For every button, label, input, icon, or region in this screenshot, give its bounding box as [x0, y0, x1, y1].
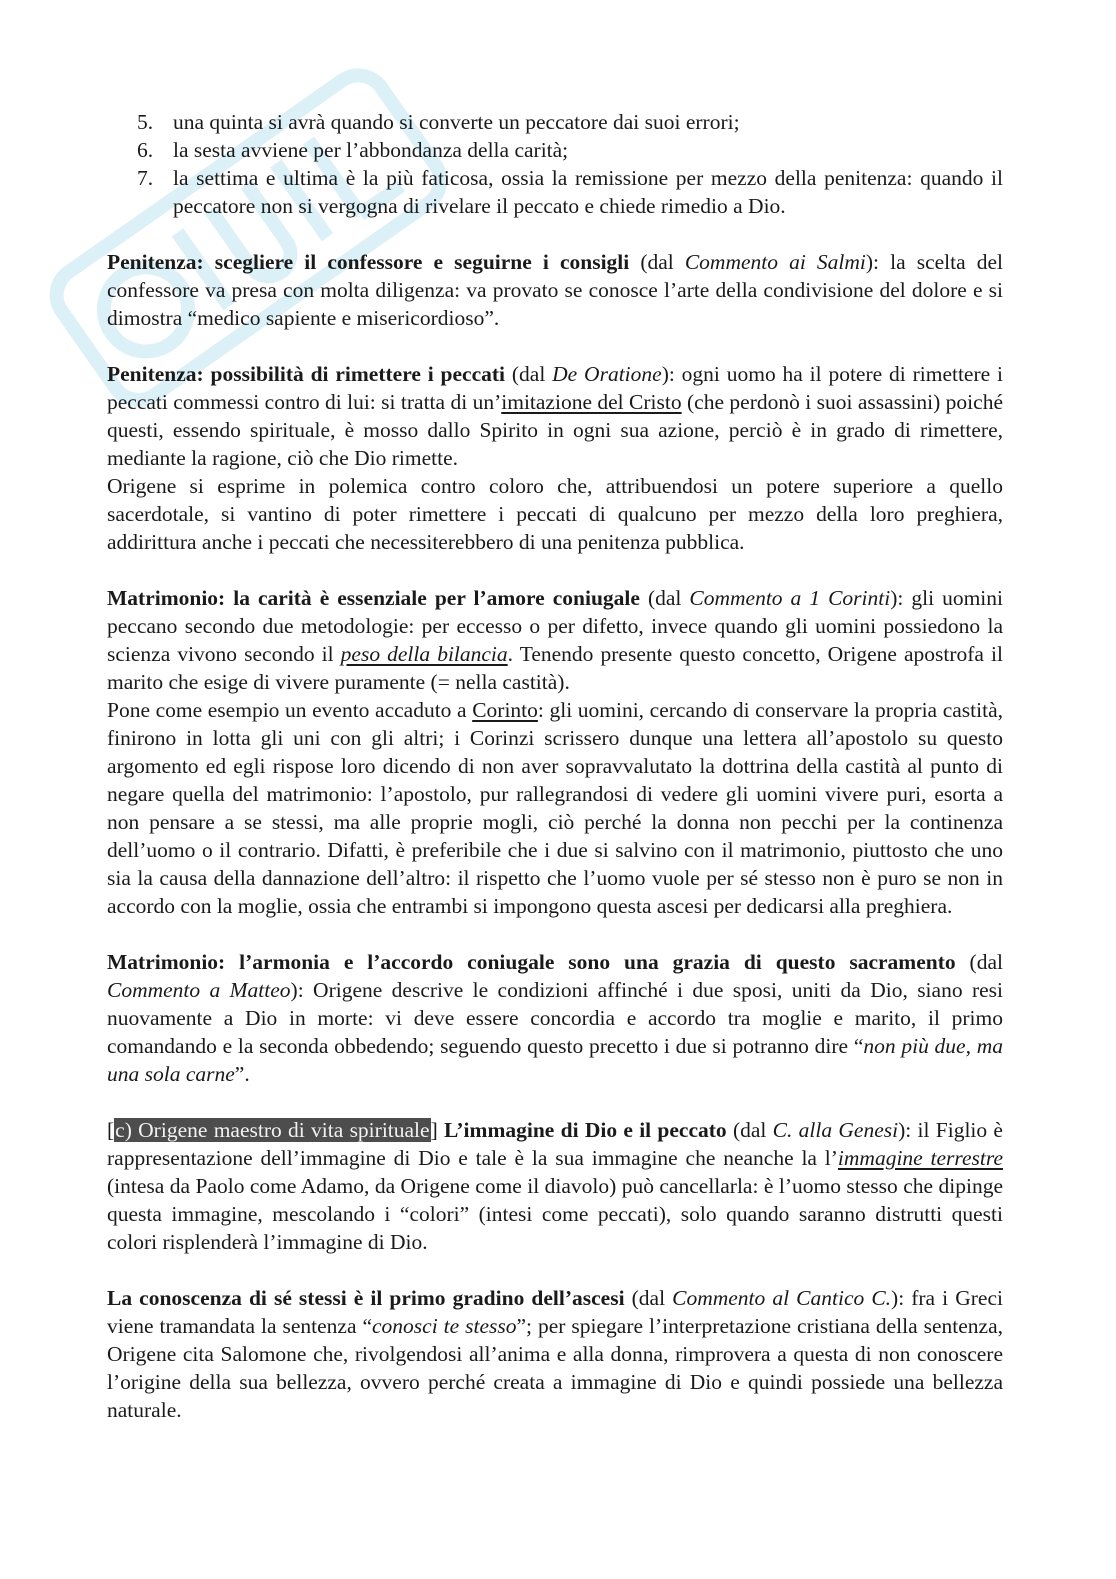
section-penitenza-confessore: Penitenza: scegliere il confessore e seguirne i consigli (dal Commento ai Salmi): la scelta del confessore va presa con molta diligenza: va provato se conosce l’arte della condivisione del dolore e si dimostra “medico sapiente e misericordioso”.	[107, 250, 1003, 330]
section-conoscenza-di-se: La conoscenza di sé stessi è il primo gradino dell’ascesi (dal Commento al Cantico C.): fra i Greci viene tramandata la sentenza “conosci te stesso”; per spiegare l’interpretazione cristiana della sentenza, Origene cita Salomone che, rivolgendosi all’anima e alla donna, rimprovera a questa di non conoscere l’origine della sua bellezza, ovvero perché creata a immagine di Dio e quindi possiede una bellezza naturale.	[107, 1286, 1003, 1422]
underlined-term: immagine terrestre	[837, 1146, 1003, 1170]
numbered-list	[107, 108, 1003, 220]
section-penitenza-rimettere: Penitenza: possibilità di rimettere i peccati (dal De Oratione): ogni uomo ha il potere di rimettere i peccati commessi contro di lui: si tratta di un’imitazione del Cristo (che perdonò i suoi assassini) poiché questi, essendo spirituale, è mosso dallo Spirito in ogni sua azione, perciò è in grado di rimettere, mediante la ragione, ciò che Dio rimette.	[107, 362, 1003, 470]
underlined-term: imitazione del Cristo	[501, 390, 682, 414]
underlined-term: peso della bilancia	[340, 642, 508, 666]
source-title: C. alla Genesi	[772, 1118, 899, 1142]
quote: conosci te stesso	[372, 1314, 517, 1338]
paragraph: Pone come esempio un evento accaduto a Corinto: gli uomini, cercando di conservare la propria castità, finirono in lotta gli uni con gli altri; i Corinzi scrissero dunque una lettera all’apostolo su questo argomento ed egli rispose loro dicendo di non aver sopravvalutato la dottrina della castità al punto di negare quella del matrimonio: l’apostolo, pur rallegrandosi di vedere gli uomini vivere puri, esorta a non pensare a se stessi, ma alle proprie mogli, ciò perché la donna non pecchi per la continenza dell’uomo o il contrario. Difatti, è preferibile che i due si salvino con il matrimonio, piuttosto che uno sia la causa della dannazione dell’altro: il rispetto che l’uomo vuole per sé stesso non è puro se non in accordo con la moglie, ossia che entrambi si impongono questa ascesi per dedicarsi alla preghiera.	[107, 698, 1003, 918]
source-title: Commento ai Salmi	[684, 250, 866, 274]
section-title: La conoscenza di sé stessi è il primo gradino dell’ascesi	[107, 1286, 625, 1310]
quote: non più due, ma una sola carne	[107, 1034, 1003, 1086]
source-title: Commento a Matteo	[107, 978, 291, 1002]
list-item: 6. la sesta avviene per l’abbondanza della carità;	[137, 138, 569, 162]
source-title: De Oratione	[552, 362, 662, 386]
list-item: 5. una quinta si avrà quando si converte un peccatore dai suoi errori;	[137, 110, 740, 134]
paragraph: Origene si esprime in polemica contro coloro che, attribuendosi un potere superiore a quello sacerdotale, si vantino di poter rimettere i peccati di qualcuno per mezzo della loro preghiera, addirittura anche i peccati che necessiterebbero di una penitenza pubblica.	[107, 474, 1003, 554]
section-title: Penitenza: scegliere il confessore e seguirne i consigli	[107, 250, 630, 274]
source-title: Commento al Cantico C.	[672, 1286, 892, 1310]
section-matrimonio-armonia: Matrimonio: l’armonia e l’accordo coniugale sono una grazia di questo sacramento (dal Commento a Matteo): Origene descrive le condizioni affinché i due sposi, uniti da Dio, siano resi nuovamente a Dio in morte: vi deve essere concordia e accordo tra moglie e marito, il primo comandando e la seconda obbedendo; seguendo questo precetto i due si potranno dire “non più due, ma una sola carne”.	[107, 950, 1003, 1086]
section-title: Matrimonio: la carità è essenziale per l’amore coniugale	[107, 586, 640, 610]
section-immagine-di-dio: [c) Origene maestro di vita spirituale] L’immagine di Dio e il peccato (dal C. alla Genesi): il Figlio è rappresentazione dell’immagine di Dio e tale è la sua immagine che neanche la l’immagine terrestre (intesa da Paolo come Adamo, da Origene come il diavolo) può cancellarla: è l’uomo stesso che dipinge questa immagine, mescolando i “colori” (intesi come peccati), solo quando saranno distrutti questi colori risplenderà l’immagine di Dio.	[107, 1118, 1003, 1254]
document-page	[107, 108, 1003, 1424]
section-title: L’immagine di Dio e il peccato	[437, 1118, 727, 1142]
section-title: Penitenza: possibilità di rimettere i peccati	[107, 362, 506, 386]
highlighted-chapter-label: c) Origene maestro di vita spirituale	[115, 1118, 430, 1142]
section-title: Matrimonio: l’armonia e l’accordo coniugale sono una grazia di questo sacramento	[107, 950, 956, 974]
list-item: 7. la settima e ultima è la più faticosa, ossia la remissione per mezzo della penitenza: quando il peccatore non si vergogna di rivelare il peccato e chiede rimedio a Dio.	[137, 166, 1003, 218]
source-title: Commento a 1 Corinti	[689, 586, 891, 610]
underlined-term: Corinto	[472, 698, 538, 722]
section-matrimonio-carita: Matrimonio: la carità è essenziale per l’amore coniugale (dal Commento a 1 Corinti): gli uomini peccano secondo due metodologie: per eccesso o per difetto, invece quando gli uomini possiedono la scienza vivono secondo il peso della bilancia. Tenendo presente questo concetto, Origene apostrofa il marito che esige di vivere puramente (= nella castità).	[107, 586, 1003, 694]
